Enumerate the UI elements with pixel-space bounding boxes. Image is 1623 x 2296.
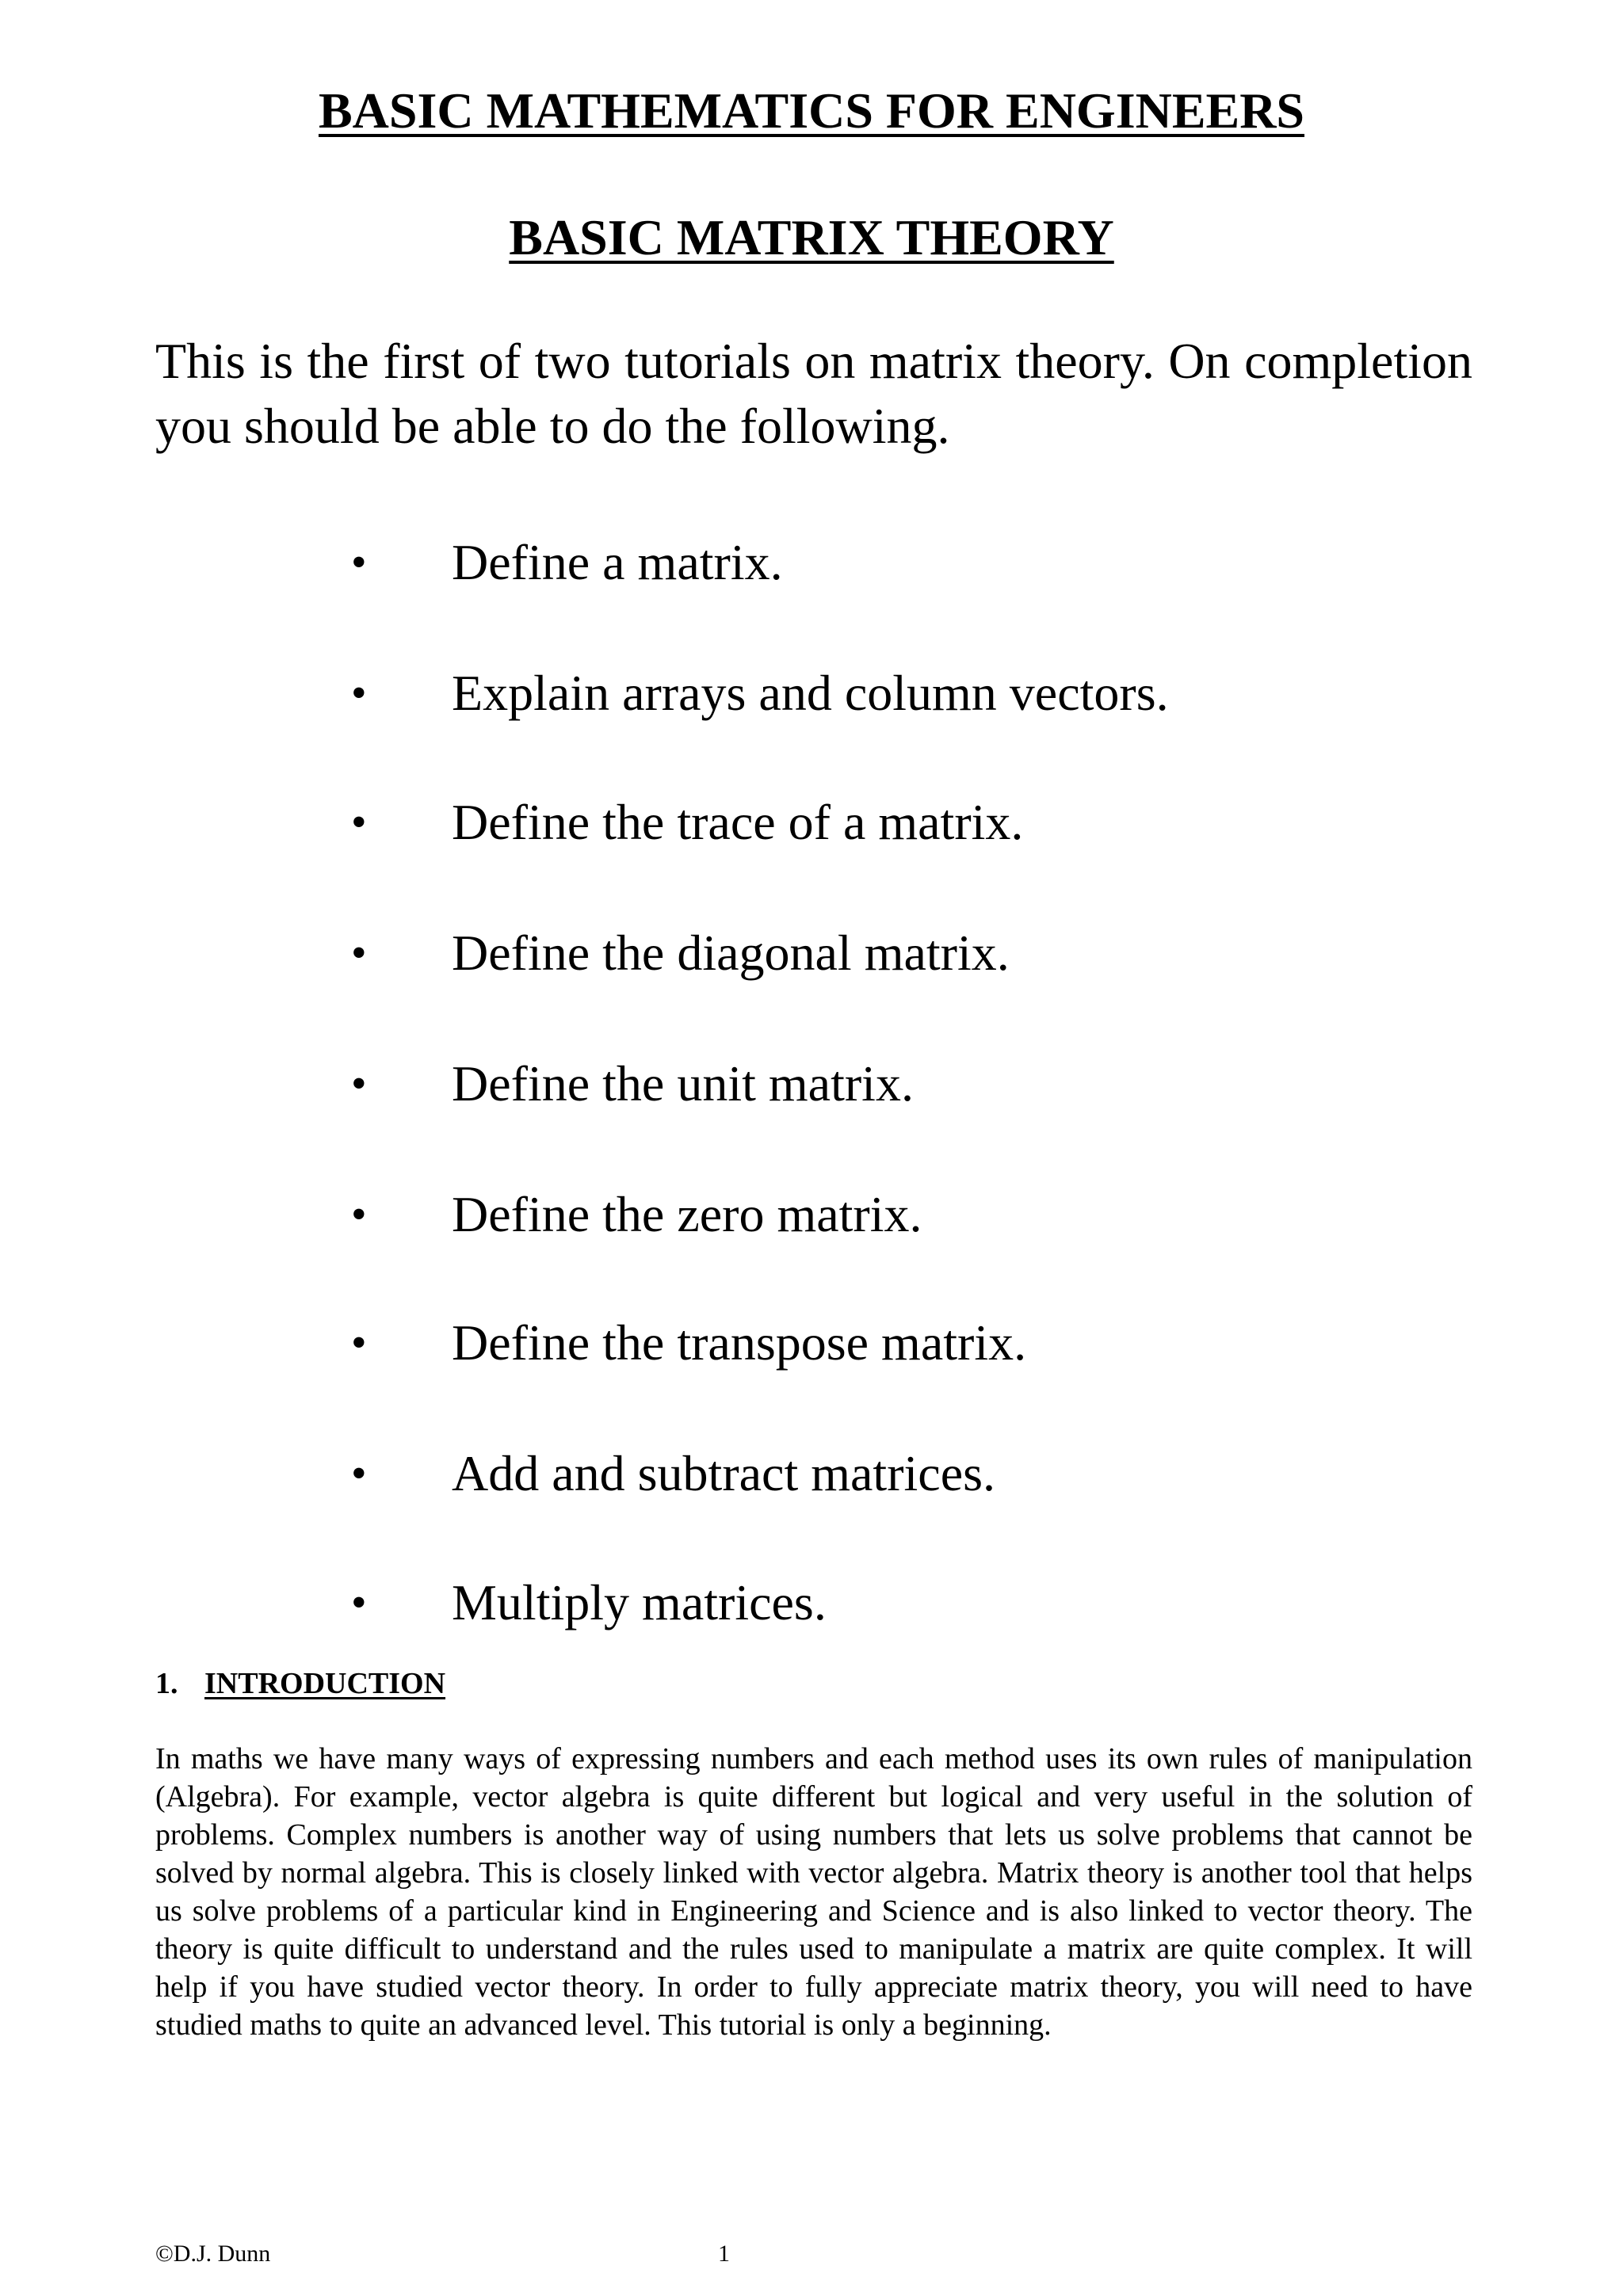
- objective-text: Define the zero matrix.: [452, 1186, 922, 1242]
- objective-item: [0, 1179, 1426, 1250]
- objective-text: Define a matrix.: [452, 534, 783, 590]
- section-heading-text: INTRODUCTION: [204, 1667, 446, 1700]
- objective-item: [0, 787, 1426, 858]
- bullet-icon: •: [351, 1449, 367, 1498]
- objective-item: [0, 917, 1426, 989]
- objective-text: Define the trace of a matrix.: [452, 794, 1024, 850]
- document-title-text: BASIC MATHEMATICS FOR ENGINEERS: [318, 82, 1305, 139]
- objective-item: [0, 1438, 1426, 1509]
- footer-page-number: 1: [718, 2241, 730, 2267]
- bullet-icon: •: [351, 929, 367, 978]
- objective-text: Define the transpose matrix.: [452, 1314, 1027, 1371]
- document-title: [0, 79, 1623, 143]
- objective-item: [0, 1048, 1426, 1119]
- document-subtitle: [0, 206, 1623, 269]
- objective-text: Add and subtract matrices.: [452, 1445, 995, 1501]
- section-heading: [155, 1664, 445, 1703]
- objective-text: Define the unit matrix.: [452, 1055, 914, 1112]
- bullet-icon: •: [351, 1059, 367, 1108]
- objective-text: Multiply matrices.: [452, 1574, 827, 1630]
- objective-item: [0, 1567, 1426, 1638]
- objective-item: [0, 527, 1426, 598]
- objective-item: [0, 1307, 1426, 1379]
- bullet-icon: •: [351, 1190, 367, 1239]
- document-subtitle-text: BASIC MATRIX THEORY: [509, 209, 1114, 265]
- objective-text: Define the diagonal matrix.: [452, 925, 1010, 981]
- bullet-icon: •: [351, 669, 367, 718]
- intro-paragraph: This is the first of two tutorials on matrix theory. On completion you should be able to do the following.: [155, 333, 1472, 454]
- section-number: 1.: [155, 1667, 178, 1700]
- bullet-icon: •: [351, 538, 367, 587]
- bullet-icon: •: [351, 798, 367, 847]
- objective-item: [0, 658, 1426, 729]
- footer-copyright: ©D.J. Dunn: [155, 2241, 271, 2267]
- bullet-icon: •: [351, 1318, 367, 1367]
- section-body-paragraph: In maths we have many ways of expressing numbers and each method uses its own rules of manipulation (Algebra). For example, vector algebra is quite different but logical and very useful in the solution of problems. Complex numbers is another way of using numbers that lets us solve problems that cannot be solved by normal algebra. This is closely linked with vector algebra. Matrix theory is another tool that helps us solve problems of a particular kind in Engineering and Science and is also linked to vector theory. The theory is quite difficult to understand and the rules used to manipulate a matrix are quite complex. It will help if you have studied vector theory. In order to fully appreciate matrix theory, you will need to have studied maths to quite an advanced level. This tutorial is only a beginning.: [155, 1742, 1472, 2042]
- objective-text: Explain arrays and column vectors.: [452, 665, 1169, 721]
- bullet-icon: •: [351, 1578, 367, 1627]
